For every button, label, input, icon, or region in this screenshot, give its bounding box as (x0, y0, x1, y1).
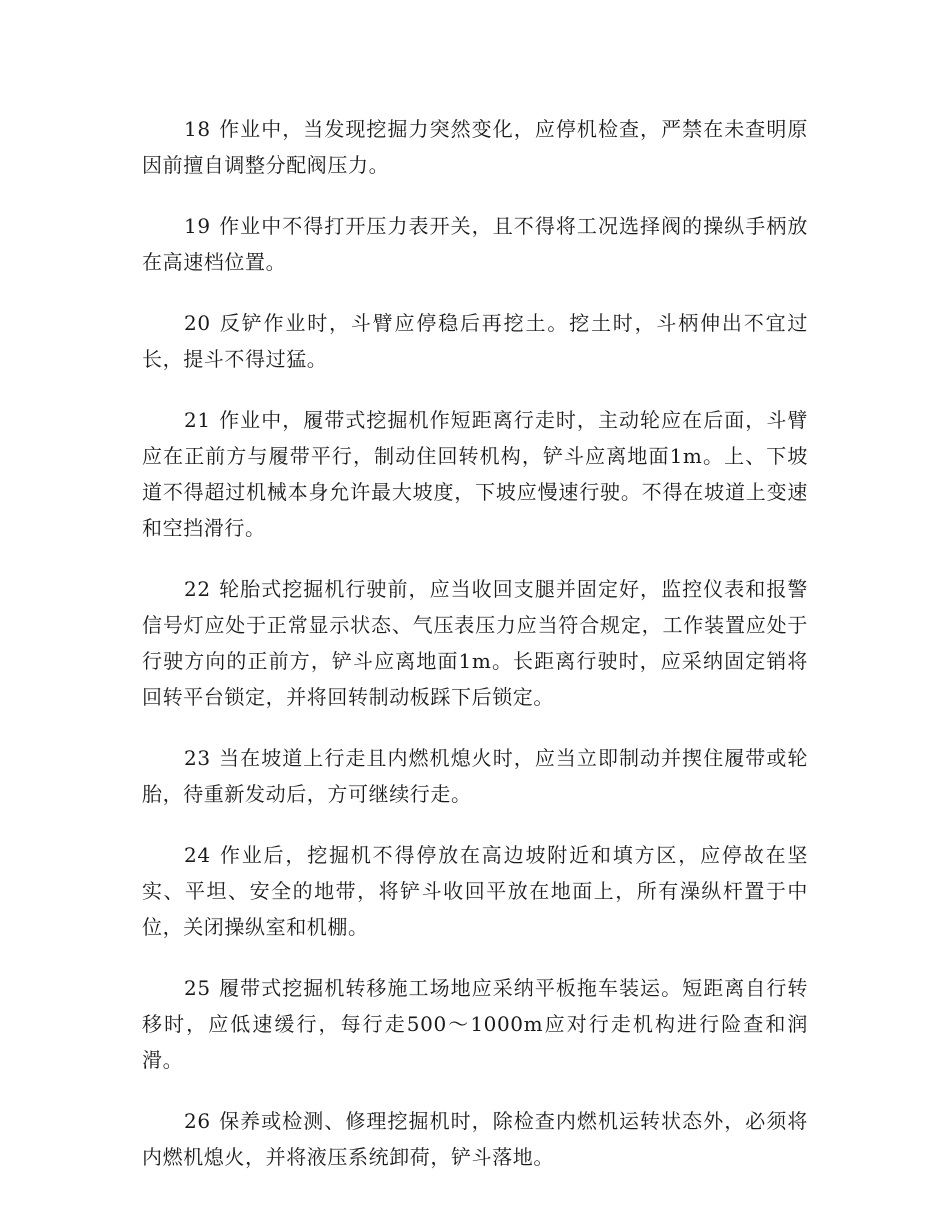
paragraph-25 (142, 970, 808, 1078)
paragraph-21 (142, 402, 808, 546)
clause-number: 21 (184, 408, 211, 432)
clause-number: 19 (184, 214, 211, 238)
paragraph-text: 作业中，履带式挖掘机作短距离行走时，主动轮应在后面，斗臂应在正前方与履带平行，制动住回转机构，铲斗应离地面1m。上、下坡道不得超过机械本身允许最大坡度，下坡应慢速行驶。不得在坡道上变速和空挡滑行。 (142, 408, 808, 540)
paragraph-18 (142, 111, 808, 183)
paragraph-23 (142, 740, 808, 812)
paragraph-22 (142, 571, 808, 715)
paragraph-20 (142, 305, 808, 377)
paragraph-text: 作业中，当发现挖掘力突然变化，应停机检查，严禁在未查明原因前擅自调整分配阀压力。 (142, 117, 808, 177)
clause-number: 26 (184, 1109, 211, 1133)
paragraph-text: 反铲作业时，斗臂应停稳后再挖土。挖土时，斗柄伸出不宜过长，提斗不得过猛。 (142, 311, 808, 371)
paragraph-text: 轮胎式挖掘机行驶前，应当收回支腿并固定好，监控仪表和报警信号灯应处于正常显示状态、气压表压力应当符合规定，工作装置应处于行驶方向的正前方，铲斗应离地面1m。长距离行驶时，应采纳固定销将回转平台锁定，并将回转制动板踩下后锁定。 (142, 577, 808, 709)
clause-number: 22 (184, 577, 211, 601)
paragraph-text: 保养或检测、修理挖掘机时，除检查内燃机运转状态外，必须将内燃机熄火，并将液压系统卸荷，铲斗落地。 (142, 1109, 808, 1169)
paragraph-text: 作业中不得打开压力表开关，且不得将工况选择阀的操纵手柄放在高速档位置。 (142, 214, 808, 274)
clause-number: 23 (184, 746, 211, 770)
paragraph-24 (142, 837, 808, 945)
paragraph-19 (142, 208, 808, 280)
paragraph-text: 作业后，挖掘机不得停放在高边坡附近和填方区，应停故在坚实、平坦、安全的地带，将铲斗收回平放在地面上，所有澡纵杆置于中位，关闭操纵室和机棚。 (142, 843, 808, 939)
clause-number: 24 (184, 843, 211, 867)
paragraph-26 (142, 1103, 808, 1175)
clause-number: 18 (184, 117, 211, 141)
paragraph-text: 当在坡道上行走且内燃机熄火时，应当立即制动并揳住履带或轮胎，待重新发动后，方可继续行走。 (142, 746, 808, 806)
paragraph-text: 履带式挖掘机转移施工场地应采纳平板拖车装运。短距离自行转移时，应低速缓行，每行走500～1000m应对行走机构进行险查和润滑。 (142, 976, 808, 1072)
document-page (142, 111, 808, 1200)
clause-number: 20 (184, 311, 211, 335)
clause-number: 25 (184, 976, 211, 1000)
